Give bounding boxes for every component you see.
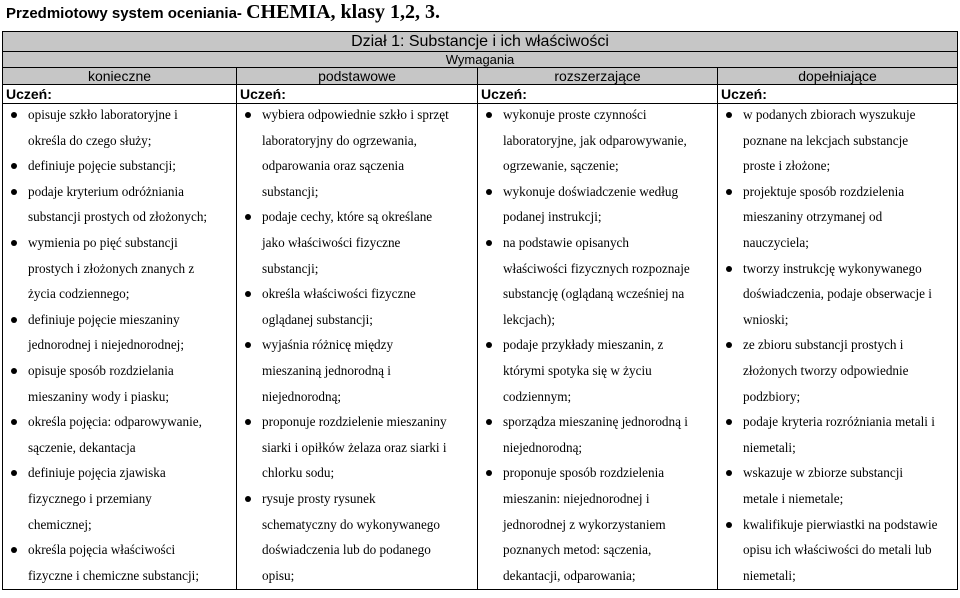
bullet-icon <box>11 112 17 118</box>
requirement-text: niemetali; <box>743 439 796 455</box>
requirement-text: wyjaśnia różnicę między <box>262 337 394 353</box>
bullet-icon <box>11 368 17 374</box>
requirement-text: chemicznej; <box>28 516 92 532</box>
requirement-text: fizyczne i chemiczne substancji; <box>28 567 199 583</box>
bullet-icon <box>726 419 732 425</box>
bullet-icon <box>245 342 251 348</box>
requirement-text: schematyczny do wykonywanego <box>262 516 440 532</box>
requirement-text: doświadczenia, podaje obserwacje i <box>743 286 932 302</box>
bullet-icon <box>486 112 492 118</box>
requirement-text: opisu; <box>262 567 295 583</box>
requirement-text: niejednorodną; <box>503 439 583 455</box>
bullet-icon <box>245 419 251 425</box>
requirement-text: sporządza mieszaninę jednorodną i <box>503 414 688 430</box>
bullet-icon <box>486 240 492 246</box>
requirement-text: substancji; <box>262 183 319 199</box>
bullet-icon <box>245 496 251 502</box>
requirement-text: oglądanej substancji; <box>262 311 373 327</box>
requirement-text: ze zbioru substancji prostych i <box>743 337 904 353</box>
bullet-icon <box>11 419 17 425</box>
requirement-text: codziennym; <box>503 388 572 404</box>
requirement-text: laboratoryjne, jak odparowywanie, <box>503 132 687 148</box>
requirement-text: opisu ich właściwości do metali lub <box>743 542 932 558</box>
requirement-text: sączenie, dekantacja <box>28 439 136 455</box>
requirement-text: tworzy instrukcję wykonywanego <box>743 260 922 276</box>
bullet-icon <box>726 470 732 476</box>
requirement-text: jednorodnej i niejednorodnej; <box>28 337 185 353</box>
requirement-text: rysuje prosty rysunek <box>262 491 376 506</box>
requirement-text: mieszaniny wody i piasku; <box>28 388 170 404</box>
requirement-text: podaje przykłady mieszanin, z <box>503 337 664 353</box>
requirement-text: życia codziennego; <box>28 286 130 302</box>
requirement-text: proponuje sposób rozdzielenia <box>503 465 665 481</box>
requirement-text: opisuje sposób rozdzielania <box>28 363 174 378</box>
requirement-text: proponuje rozdzielenie mieszaniny <box>262 414 447 430</box>
requirement-text: określa pojęcia: odparowywanie, <box>28 414 202 430</box>
requirement-text: podaje kryterium odróżniania <box>28 183 184 199</box>
requirement-text: definiuje pojęcie mieszaniny <box>28 311 180 327</box>
bullet-icon <box>11 163 17 169</box>
requirement-text: mieszaniną jednorodną i <box>262 363 391 378</box>
requirement-text: jako właściwości fizyczne <box>262 235 401 250</box>
column-konieczne <box>3 104 237 590</box>
requirement-text: substancję (oglądaną wcześniej na <box>503 286 685 302</box>
requirement-text: wybiera odpowiednie szkło i sprzęt <box>262 107 449 122</box>
section-title: Dział 1: Substancje i ich właściwości <box>3 32 958 52</box>
bullet-icon <box>726 189 732 195</box>
requirement-text: prostych i złożonych znanych z <box>28 260 195 276</box>
requirement-text: projektuje sposób rozdzielenia <box>743 183 905 199</box>
requirement-text: w podanych zbiorach wyszukuje <box>743 107 916 122</box>
requirement-text: wymienia po pięć substancji <box>28 235 178 250</box>
requirement-text: definiuje pojęcia zjawiska <box>28 465 166 481</box>
requirement-text: fizycznego i przemiany <box>28 491 152 506</box>
requirement-text: odparowania oraz sączenia <box>262 158 405 174</box>
title-prefix: Przedmiotowy system oceniania- <box>6 5 247 22</box>
requirement-text: mieszanin: niejednorodnej i <box>503 491 650 506</box>
requirement-text: dekantacji, odparowania; <box>503 567 636 583</box>
bullet-icon <box>486 470 492 476</box>
student-label: Uczeń: <box>478 85 718 104</box>
requirement-text: mieszaniny otrzymanej od <box>743 209 883 225</box>
requirement-text: określa właściwości fizyczne <box>262 286 416 302</box>
bullet-icon <box>11 189 17 195</box>
category-konieczne: konieczne <box>3 68 237 85</box>
bullet-icon <box>486 342 492 348</box>
bullet-icon <box>486 189 492 195</box>
column-podstawowe <box>237 104 478 590</box>
requirement-text: którymi spotyka się w życiu <box>503 363 652 378</box>
requirement-text: opisuje szkło laboratoryjne i <box>28 107 178 122</box>
requirement-text: wykonuje proste czynności <box>503 107 647 122</box>
requirement-text: wskazuje w zbiorze substancji <box>743 465 904 481</box>
requirement-text: wnioski; <box>743 311 789 327</box>
bullet-icon <box>245 291 251 297</box>
requirement-text: określa pojęcia właściwości <box>28 542 176 558</box>
title-subject: CHEMIA, klasy 1,2, 3. <box>246 1 440 23</box>
bullet-icon <box>11 470 17 476</box>
requirement-text: jednorodnej z wykorzystaniem <box>503 516 666 532</box>
bullet-icon <box>726 112 732 118</box>
page-title <box>6 1 440 24</box>
requirement-text: siarki i opiłków żelaza oraz siarki i <box>262 439 447 455</box>
bullet-icon <box>486 419 492 425</box>
requirement-text: poznane na lekcjach substancje <box>743 132 909 148</box>
requirement-text: laboratoryjny do ogrzewania, <box>262 132 417 148</box>
requirement-text: definiuje pojęcie substancji; <box>28 158 176 174</box>
requirements-label: Wymagania <box>3 52 958 68</box>
requirement-text: substancji; <box>262 260 319 276</box>
requirement-text: lekcjach); <box>503 311 555 327</box>
requirement-text: podaje cechy, które są określane <box>262 209 433 225</box>
requirement-text: metale i niemetale; <box>743 491 844 506</box>
requirement-text: podanej instrukcji; <box>503 209 602 225</box>
requirement-text: podaje kryteria rozróżniania metali i <box>743 414 935 430</box>
requirement-text: substancji prostych od złożonych; <box>28 209 208 225</box>
requirement-text: poznanych metod: sączenia, <box>503 542 652 558</box>
bullet-icon <box>245 112 251 118</box>
column-rozszerzajace <box>478 104 718 590</box>
requirement-text: proste i złożone; <box>743 158 831 174</box>
requirement-text: doświadczenia lub do podanego <box>262 542 431 558</box>
requirement-text: podzbiory; <box>743 388 801 404</box>
column-dopelniajace <box>718 104 958 590</box>
bullet-icon <box>726 342 732 348</box>
category-dopelniajace: dopełniające <box>718 68 958 85</box>
bullet-icon <box>11 240 17 246</box>
requirement-text: na podstawie opisanych <box>503 235 629 250</box>
student-label: Uczeń: <box>237 85 478 104</box>
requirement-text: określa do czego służy; <box>28 132 152 148</box>
requirement-text: chlorku sodu; <box>262 465 335 481</box>
bullet-icon <box>726 266 732 272</box>
bullet-icon <box>245 214 251 220</box>
requirement-text: złożonych tworzy odpowiednie <box>743 363 909 378</box>
category-rozszerzajace: rozszerzające <box>478 68 718 85</box>
requirement-text: nauczyciela; <box>743 235 809 250</box>
bullet-icon <box>11 547 17 553</box>
student-label: Uczeń: <box>718 85 958 104</box>
requirement-text: wykonuje doświadczenie według <box>503 183 679 199</box>
category-podstawowe: podstawowe <box>237 68 478 85</box>
student-label: Uczeń: <box>3 85 237 104</box>
bullet-icon <box>11 317 17 323</box>
requirement-text: właściwości fizycznych rozpoznaje <box>503 260 690 276</box>
requirement-text: ogrzewanie, sączenie; <box>503 158 619 174</box>
requirements-table <box>2 31 958 590</box>
requirement-text: niejednorodną; <box>262 388 342 404</box>
requirement-text: kwalifikuje pierwiastki na podstawie <box>743 516 938 532</box>
bullet-icon <box>726 522 732 528</box>
requirement-text: niemetali; <box>743 567 796 583</box>
